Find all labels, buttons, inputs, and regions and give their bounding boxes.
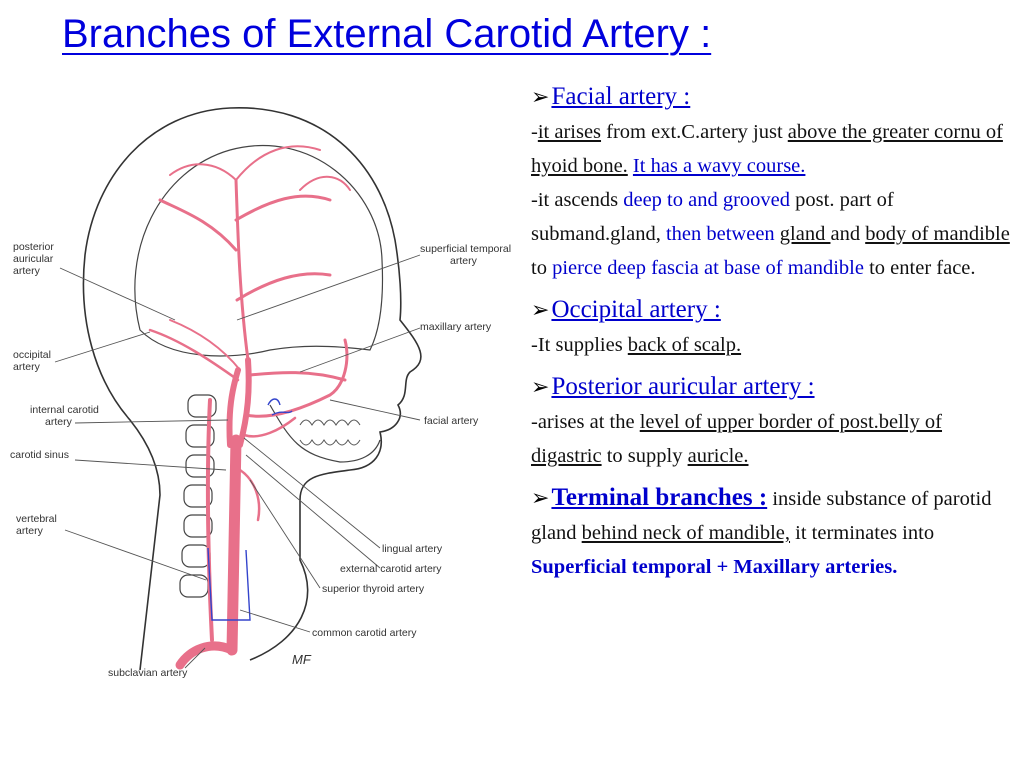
facial-deep-grooved: deep to and grooved xyxy=(623,189,791,211)
facial-to: to xyxy=(531,257,553,279)
label-occipital-2: artery xyxy=(13,361,40,373)
facial-pierce: pierce deep fascia at base of mandible xyxy=(552,257,864,279)
posterior-to-supply: to supply xyxy=(601,445,688,467)
anatomy-figure xyxy=(0,60,525,768)
external-carotid-path xyxy=(240,360,249,445)
skull-outline xyxy=(135,145,383,355)
slide-title: Branches of External Carotid Artery : xyxy=(62,12,712,56)
superficial-temporal-path xyxy=(160,180,330,360)
label-superior-thyroid: superior thyroid artery xyxy=(322,583,425,595)
bullet-arrow-icon: ➢ xyxy=(531,297,550,322)
label-external-carotid: external carotid artery xyxy=(340,563,442,575)
facial-body-mandible: body of mandible xyxy=(865,223,1010,245)
heading-occipital-artery[interactable]: Occipital artery : xyxy=(551,296,721,323)
heading-posterior-auricular-artery[interactable]: Posterior auricular artery : xyxy=(551,373,815,400)
occipital-back-of-scalp: back of scalp. xyxy=(627,334,742,356)
label-common-carotid: common carotid artery xyxy=(312,627,417,639)
bullet-arrow-icon: ➢ xyxy=(531,84,550,109)
heading-facial-artery[interactable]: Facial artery : xyxy=(551,83,691,110)
subclavian-path xyxy=(180,646,232,665)
facial-ascends: -it ascends xyxy=(531,189,624,211)
section-facial-artery xyxy=(531,80,1011,285)
terminal-inside: inside substance of parotid gland xyxy=(531,488,992,544)
facial-post-part: post. part of submand.gland, xyxy=(531,189,894,245)
label-carotid-sinus: carotid sinus xyxy=(10,449,69,461)
label-subclavian: subclavian artery xyxy=(108,667,188,679)
facial-then-between: then between xyxy=(665,223,775,245)
head-neck-arteries-diagram xyxy=(0,60,525,768)
text-panel xyxy=(531,80,1011,590)
occipital-supplies: -It supplies xyxy=(531,334,628,356)
heading-terminal-branches[interactable]: Terminal branches : xyxy=(551,484,768,511)
facial-wavy-course: It has a wavy course. xyxy=(632,155,806,177)
terminal-terminates: it terminates into xyxy=(790,522,935,544)
maxillary-path xyxy=(250,373,345,380)
facial-gland: gland xyxy=(779,223,831,245)
label-posterior-auricular-1: posterior xyxy=(13,241,54,253)
bullet-arrow-icon: ➢ xyxy=(531,485,550,510)
label-vertebral-1: vertebral xyxy=(16,513,57,525)
bullet-arrow-icon: ➢ xyxy=(531,374,550,399)
label-internal-carotid-2: artery xyxy=(45,416,72,428)
label-superficial-temporal-1: superficial temporal xyxy=(420,243,512,255)
posterior-auricle: auricle. xyxy=(687,445,749,467)
label-posterior-auricular-3: artery xyxy=(13,265,40,277)
label-facial: facial artery xyxy=(424,415,479,427)
section-terminal-branches xyxy=(531,481,1011,584)
facial-and: and xyxy=(830,223,866,245)
artist-signature: MF xyxy=(292,652,311,667)
facial-it-arises: it arises xyxy=(537,121,602,143)
section-posterior-auricular-artery xyxy=(531,370,1011,473)
facial-from: from ext.C.artery just xyxy=(601,121,788,143)
posterior-auricular-path xyxy=(170,320,240,370)
teeth xyxy=(300,420,360,445)
label-vertebral-2: artery xyxy=(16,525,43,537)
label-superficial-temporal-2: artery xyxy=(450,255,477,267)
label-occipital-1: occipital xyxy=(13,349,51,361)
label-internal-carotid-1: internal carotid xyxy=(30,404,99,416)
label-posterior-auricular-2: auricular xyxy=(13,253,54,265)
section-occipital-artery xyxy=(531,293,1011,362)
facial-enter-face: to enter face. xyxy=(863,257,976,279)
posterior-level: level of upper border of post.belly of digastric xyxy=(531,411,943,467)
label-lingual: lingual artery xyxy=(382,543,443,555)
common-carotid xyxy=(232,440,236,650)
internal-carotid xyxy=(229,370,238,445)
superior-thyroid-path xyxy=(240,470,259,520)
label-maxillary: maxillary artery xyxy=(420,321,492,333)
posterior-arises: -arises at the xyxy=(531,411,640,433)
terminal-behind-neck: behind neck of mandible, xyxy=(581,522,791,544)
meningeal-branches xyxy=(170,146,350,190)
terminal-arteries: Superficial temporal + Maxillary arteries. xyxy=(531,556,898,578)
facial-above: above the greater cornu of hyoid bone. xyxy=(531,121,1003,177)
facial-dash: - xyxy=(531,121,538,143)
